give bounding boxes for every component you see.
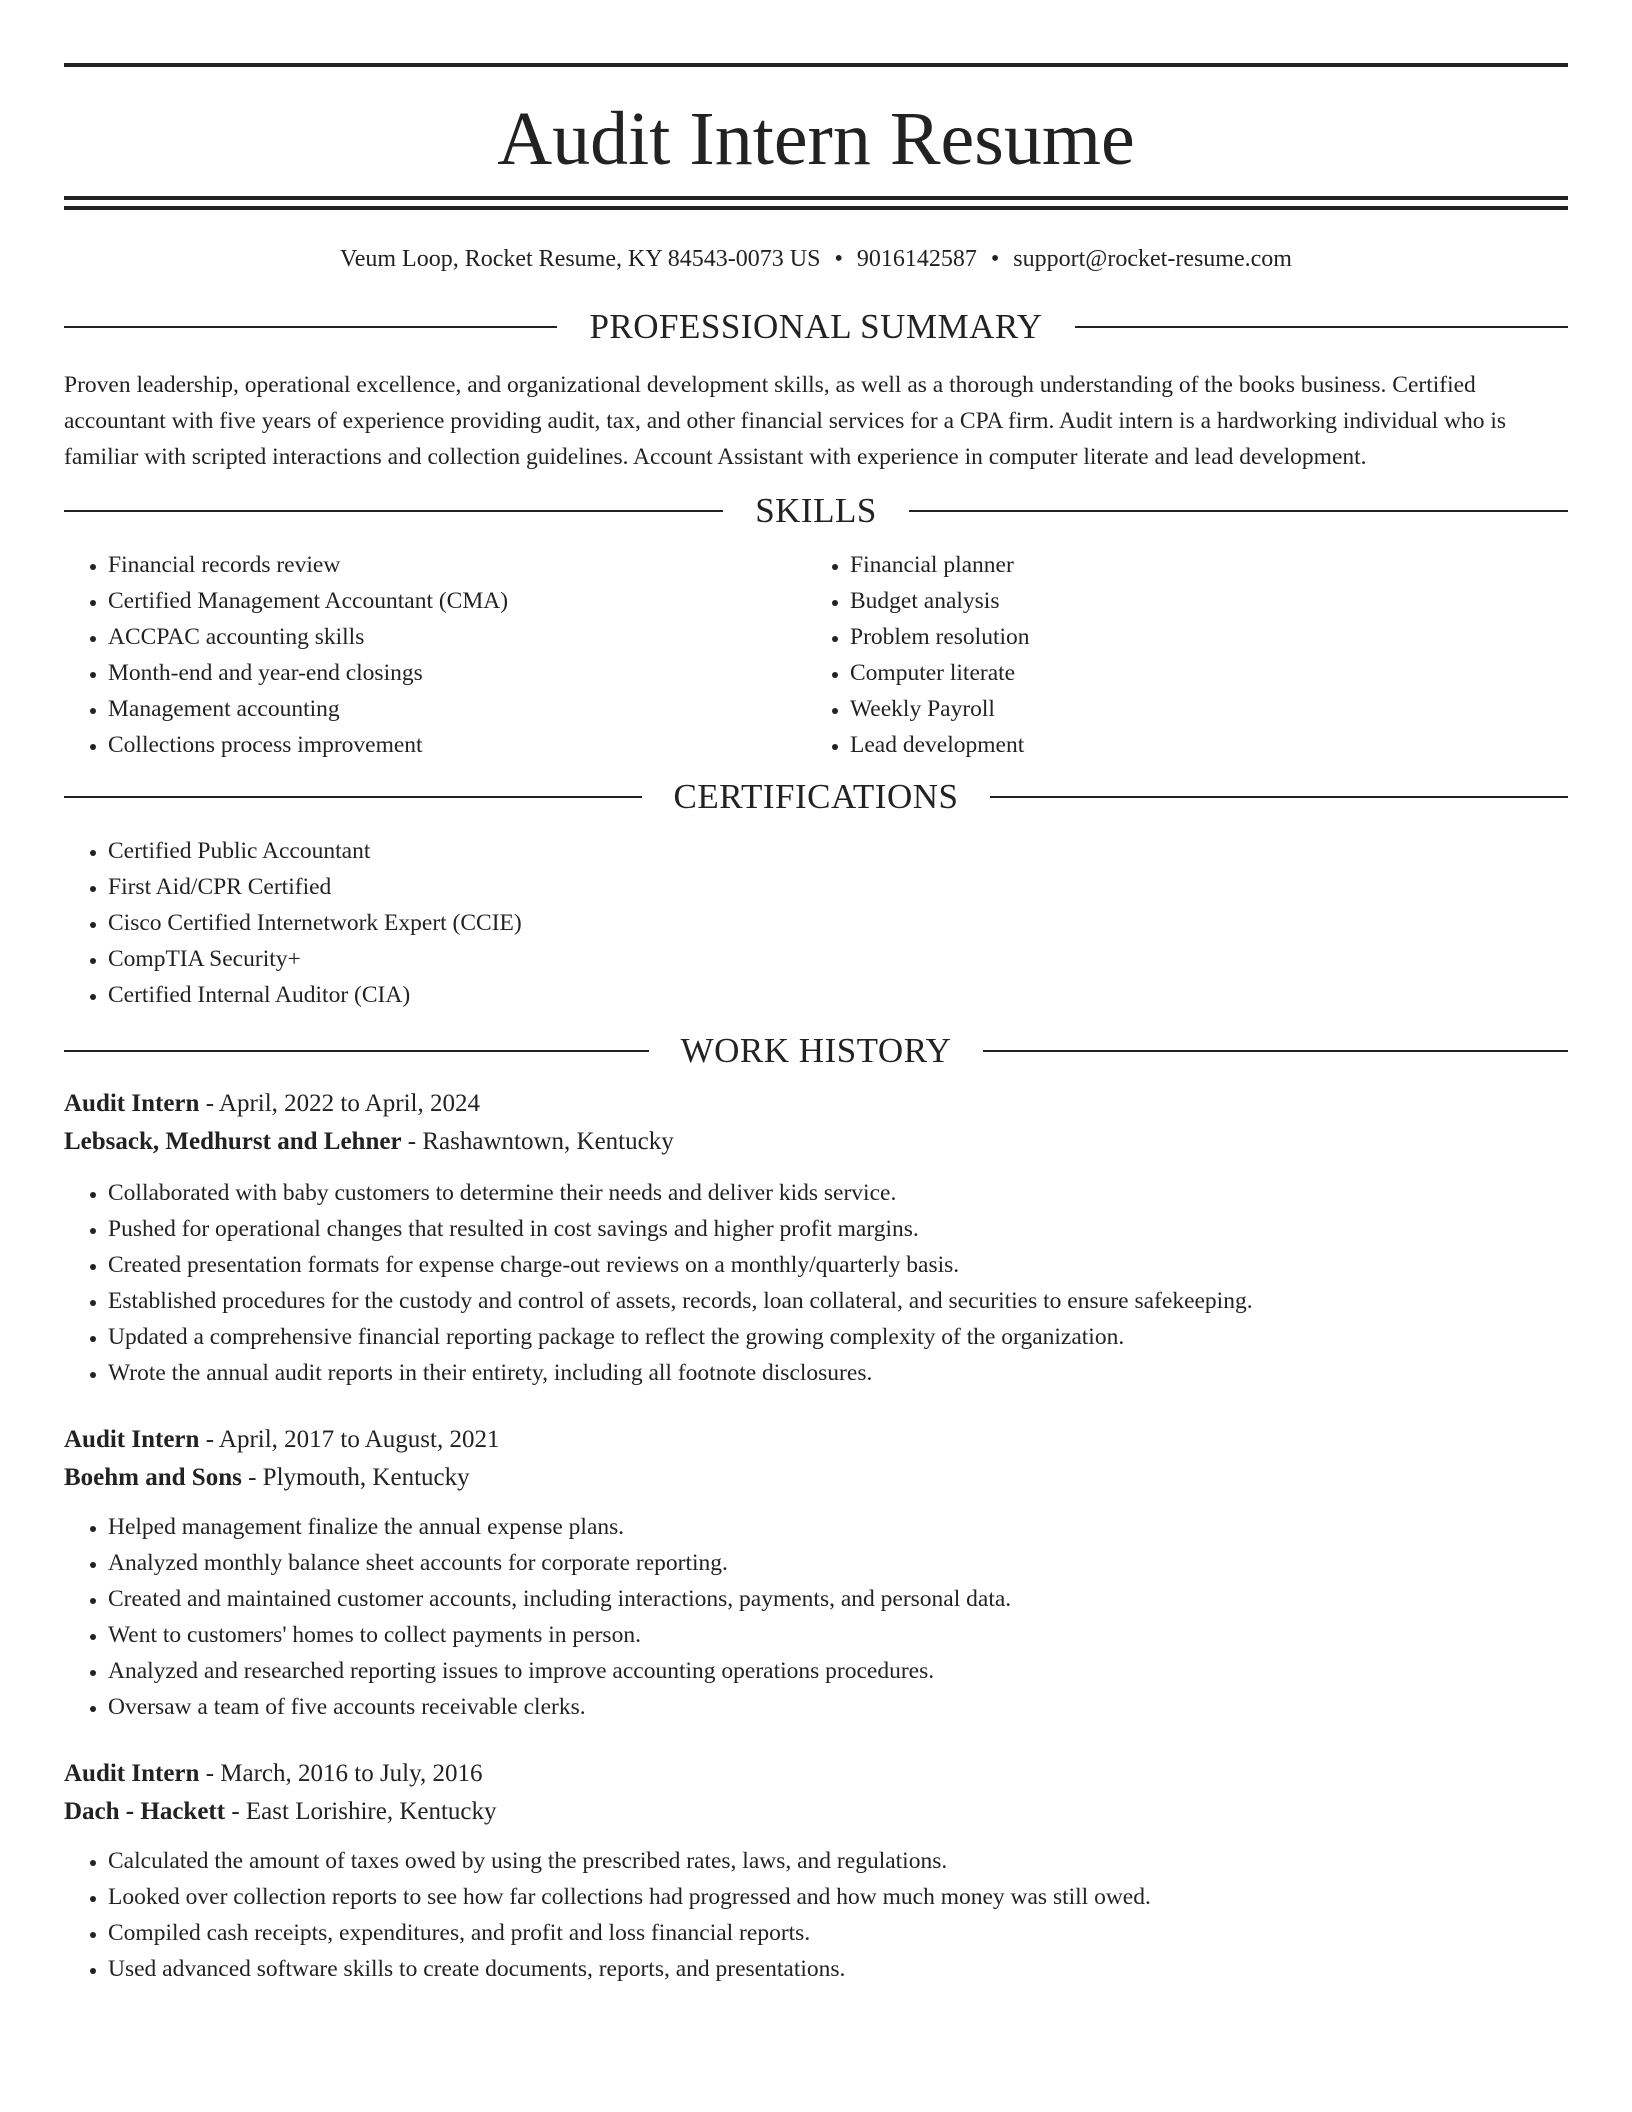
job-bullet: • Helped management finalize the annual expense plans. — [108, 1509, 1568, 1545]
section-rule-right — [909, 510, 1568, 512]
job-bullet: • Analyzed monthly balance sheet accounts for corporate reporting. — [108, 1545, 1568, 1581]
section-rule-left — [64, 796, 642, 798]
job-bullet: • Compiled cash receipts, expenditures, and profit and loss financial reports. — [108, 1915, 1568, 1951]
skill-item: • Lead development — [850, 727, 1548, 763]
section-rule-right — [1075, 326, 1568, 328]
contact-address: Veum Loop, Rocket Resume, KY 84543-0073 US — [340, 246, 821, 272]
job-location: - Rashawntown, Kentucky — [401, 1128, 674, 1155]
section-title: PROFESSIONAL SUMMARY — [589, 307, 1043, 346]
section-rule-left — [64, 510, 723, 512]
job-dates: - April, 2017 to August, 2021 — [199, 1426, 500, 1453]
job-title-line — [64, 1421, 1568, 1459]
contact-separator: • — [990, 246, 1000, 272]
certification-item: • CompTIA Security+ — [108, 941, 1568, 977]
contact-phone: 9016142587 — [856, 246, 977, 272]
job-bullet: • Went to customers' homes to collect payments in person. — [108, 1617, 1568, 1653]
job-location: - East Lorishire, Kentucky — [225, 1798, 497, 1825]
job-company-line — [64, 1123, 1568, 1161]
section-header-skills — [64, 491, 1568, 531]
section-header-summary — [64, 307, 1568, 347]
skill-item: • Certified Management Accountant (CMA) — [108, 583, 806, 619]
job-bullet: • Pushed for operational changes that resulted in cost savings and higher profit margins. — [108, 1211, 1568, 1247]
job-title: Audit Intern — [64, 1426, 200, 1453]
resume-page — [64, 0, 1568, 1987]
job-bullets — [64, 1843, 1568, 1987]
job-bullet: • Created presentation formats for expense charge-out reviews on a monthly/quarterly basis. — [108, 1247, 1568, 1283]
job-bullets — [64, 1509, 1568, 1725]
skill-item: • ACCPAC accounting skills — [108, 619, 806, 655]
section-title: SKILLS — [755, 491, 877, 530]
job-bullets — [64, 1175, 1568, 1391]
job-dates: - April, 2022 to April, 2024 — [199, 1090, 480, 1117]
resume-title: Audit Intern Resume — [497, 97, 1135, 181]
section-rule-right — [990, 796, 1568, 798]
section-rule-right — [983, 1050, 1568, 1052]
summary-text: Proven leadership, operational excellence, and organizational development skills, as well as a thorough understanding of the books business. Certified accountant with five years of experience providing audit, tax, and other financial services for a CPA firm. Audit intern is a hardworking individual who is familiar with scripted interactions and collection guidelines. Account Assistant with experience in computer literate and lead development. — [64, 372, 1507, 470]
job-entry — [64, 1085, 1568, 1391]
certification-item: • Certified Internal Auditor (CIA) — [108, 977, 1568, 1013]
section-header-work-history — [64, 1031, 1568, 1071]
job-entry — [64, 1755, 1568, 1987]
contact-separator: • — [834, 246, 843, 272]
job-dates: - March, 2016 to July, 2016 — [199, 1760, 483, 1787]
skills-column-left — [64, 547, 806, 763]
certification-item: • Certified Public Accountant — [108, 833, 1568, 869]
contact-line — [64, 245, 1568, 273]
header-top-rule — [64, 63, 1568, 67]
section-header-certifications — [64, 777, 1568, 817]
certification-item: • Cisco Certified Internetwork Expert (CCIE) — [108, 905, 1568, 941]
skill-item: • Budget analysis — [850, 583, 1548, 619]
job-bullet: • Created and maintained customer accounts, including interactions, payments, and personal data. — [108, 1581, 1568, 1617]
skills-list — [64, 547, 1568, 763]
skill-item: • Month-end and year-end closings — [108, 655, 806, 691]
job-company: Boehm and Sons — [64, 1464, 242, 1491]
section-title: WORK HISTORY — [680, 1031, 952, 1070]
certification-item: • First Aid/CPR Certified — [108, 869, 1568, 905]
job-entry — [64, 1421, 1568, 1725]
skill-item: • Weekly Payroll — [850, 691, 1548, 727]
job-company-line — [64, 1459, 1568, 1497]
job-bullet: • Analyzed and researched reporting issues to improve accounting operations procedures. — [108, 1653, 1568, 1689]
job-company: Dach - Hackett — [64, 1798, 226, 1825]
contact-email: support@rocket-resume.com — [1013, 246, 1292, 272]
skill-item: • Financial planner — [850, 547, 1548, 583]
header-double-rule-bottom — [64, 206, 1568, 210]
skill-item: • Problem resolution — [850, 619, 1548, 655]
job-title-line — [64, 1755, 1568, 1793]
job-bullet: • Wrote the annual audit reports in their entirety, including all footnote disclosures. — [108, 1355, 1568, 1391]
job-title: Audit Intern — [64, 1090, 200, 1117]
job-bullet: • Used advanced software skills to create documents, reports, and presentations. — [108, 1951, 1568, 1987]
skill-item: • Management accounting — [108, 691, 806, 727]
skill-item: • Financial records review — [108, 547, 806, 583]
certifications-list — [64, 833, 1568, 1013]
job-company: Lebsack, Medhurst and Lehner — [64, 1128, 402, 1155]
job-bullet: • Calculated the amount of taxes owed by using the prescribed rates, laws, and regulations. — [108, 1843, 1568, 1879]
job-bullet: • Established procedures for the custody and control of assets, records, loan collateral, and securities to ensure safekeeping. — [108, 1283, 1568, 1319]
job-bullet: • Looked over collection reports to see how far collections had progressed and how much money was still owed. — [108, 1879, 1568, 1915]
section-title: CERTIFICATIONS — [673, 777, 959, 816]
skill-item: • Computer literate — [850, 655, 1548, 691]
section-rule-left — [64, 326, 557, 328]
job-title: Audit Intern — [64, 1760, 200, 1787]
skills-column-right — [806, 547, 1548, 763]
job-bullet: • Updated a comprehensive financial reporting package to reflect the growing complexity of the organization. — [108, 1319, 1568, 1355]
header-double-rule-top — [64, 196, 1568, 200]
job-company-line — [64, 1793, 1568, 1831]
job-bullet: • Oversaw a team of five accounts receivable clerks. — [108, 1689, 1568, 1725]
job-bullet: • Collaborated with baby customers to determine their needs and deliver kids service. — [108, 1175, 1568, 1211]
section-rule-left — [64, 1050, 649, 1052]
job-location: - Plymouth, Kentucky — [241, 1464, 470, 1491]
skill-item: • Collections process improvement — [108, 727, 806, 763]
job-title-line — [64, 1085, 1568, 1123]
